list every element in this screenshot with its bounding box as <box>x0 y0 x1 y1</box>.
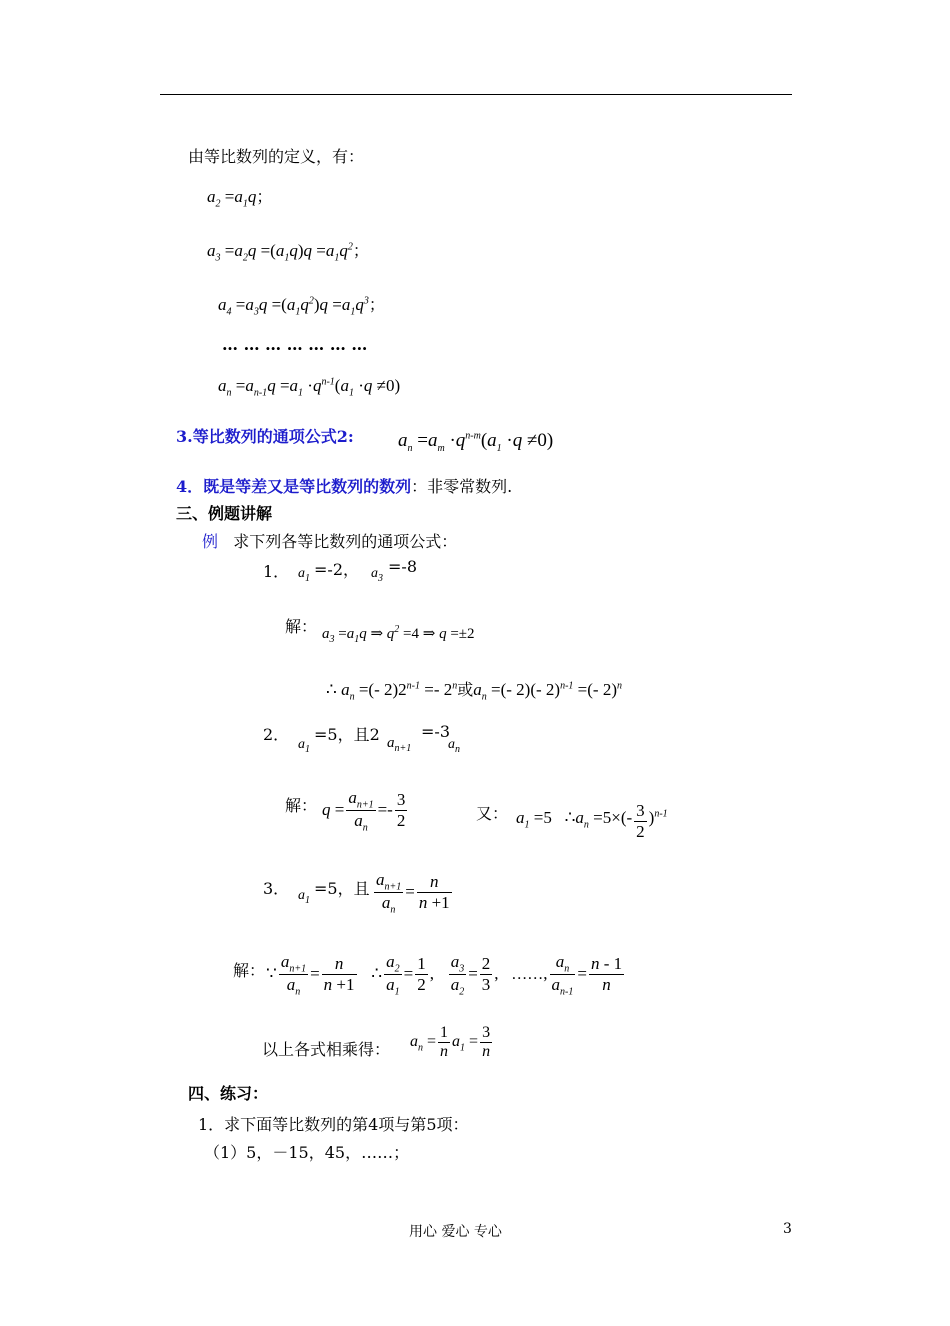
example-line <box>202 529 457 552</box>
ex2-an1: $a_{n+1}$ <box>387 735 412 754</box>
ex1-solution-label: 解： <box>285 617 318 636</box>
ex2-solution-an: $a_1 =5$ $\therefore a_n =5\times(-$ $\frac{3}{2}$ )$^{n-1}$ <box>516 801 668 841</box>
section-examples-heading: 三、例题讲解 <box>176 504 273 523</box>
formula-a2: $a_2 =a_1q$； <box>207 187 273 210</box>
ex3-solution-label: 解： <box>233 961 266 980</box>
ex1-a3-value: =-8 <box>388 557 417 576</box>
section-4 <box>176 474 512 497</box>
ex2-an: $a_n$ <box>448 737 460 755</box>
ex1-a1: $a_1$ <box>298 566 310 584</box>
ex2-solution-q: q = $\frac{a_{n+1}}{a_n}$ =- $\frac{3}{2}$ <box>322 788 406 834</box>
example-prompt: 求下列各等比数列的通项公式： <box>233 532 458 551</box>
section-practice-heading: 四、练习： <box>188 1084 269 1103</box>
product-result: $a_n$ = $\frac{1}{n}$ $a_1$ = $\frac{3}{n}$ <box>410 1024 491 1060</box>
ex2-a1-value: =5，且2 <box>314 725 380 744</box>
footer-text: 用心 爱心 专心 <box>409 1224 502 1240</box>
intro-text: 由等比数列的定义，有： <box>188 147 365 166</box>
ex3-solution-ratios: ∵ $\frac{a_{n+1}}{a_n}$ = $\frac{n}{n +1}$ ∴ $\frac{a_2}{a_1}$ = $\frac{1}{2}$ , $\frac{a_3}{a_2}$ = $\frac{2}{3}$ , ……, $\frac{a_n}{a_{n-1}}$ = $\frac{n - 1}{n}$ <box>266 952 623 998</box>
header-rule <box>160 94 792 95</box>
ex2-relation: =-3 <box>421 722 450 741</box>
ex3-ratio: $\frac{a_{n+1}}{a_n}$ = $\frac{n}{n +1}$ <box>376 870 450 916</box>
ex3-a1-value: =5，且 <box>314 879 370 898</box>
formula-general-2: $a_n =a_m \cdot q^{n-m}(a_1 \cdot q \ne 0)$ <box>398 430 554 454</box>
ex1-solution-step2: ∴ $a_n$ =(- 2)2$^{n-1}$ =- 2$^n$或$a_n$ =(- 2)(- 2)$^{n-1}$ =(- 2)$^n$ <box>326 680 622 703</box>
practice-question-1-1: （1）5，－15，45，……； <box>204 1143 410 1162</box>
section-4-answer: ：非零常数列. <box>411 477 513 496</box>
ellipsis-row: … … … … … … … <box>222 335 368 354</box>
ex1-solution-step1: $a_3 =a_1q$ ⇒ $q^2 =4$ ⇒ q =±2 <box>322 624 475 645</box>
section-4-label: 4．既是等差又是等比数列的数列 <box>176 477 412 496</box>
ex2-solution-label: 解： <box>285 796 318 815</box>
ex3-number: 3． <box>263 879 290 898</box>
section-3-label: 3.等比数列的通项公式2: <box>176 427 354 446</box>
formula-a3: $a_3 =a_2q =(a_1q)q =a_1q^2$； <box>207 241 369 264</box>
product-label: 以上各式相乘得： <box>262 1040 391 1059</box>
practice-question-1: 1．求下面等比数列的第4项与第5项： <box>198 1115 469 1134</box>
ex2-a1: $a_1$ <box>298 737 310 755</box>
page-number: 3 <box>783 1221 792 1237</box>
ex1-a3: $a_3$ <box>371 566 383 584</box>
ex3-a1: $a_1$ <box>298 888 310 906</box>
ex1-a1-value: =-2， <box>314 560 359 579</box>
formula-an: $a_n =a_{n-1}q =a_1 \cdot q^{n-1}(a_1 \cdot q \ne 0)$ <box>218 376 401 399</box>
formula-a4: $a_4 =a_3q =(a_1q^2)q =a_1q^3$； <box>218 295 385 318</box>
ex1-number: 1． <box>263 562 290 581</box>
ex2-number: 2． <box>263 725 290 744</box>
example-tag: 例 <box>202 532 219 551</box>
ex2-also-label: 又： <box>476 804 509 823</box>
